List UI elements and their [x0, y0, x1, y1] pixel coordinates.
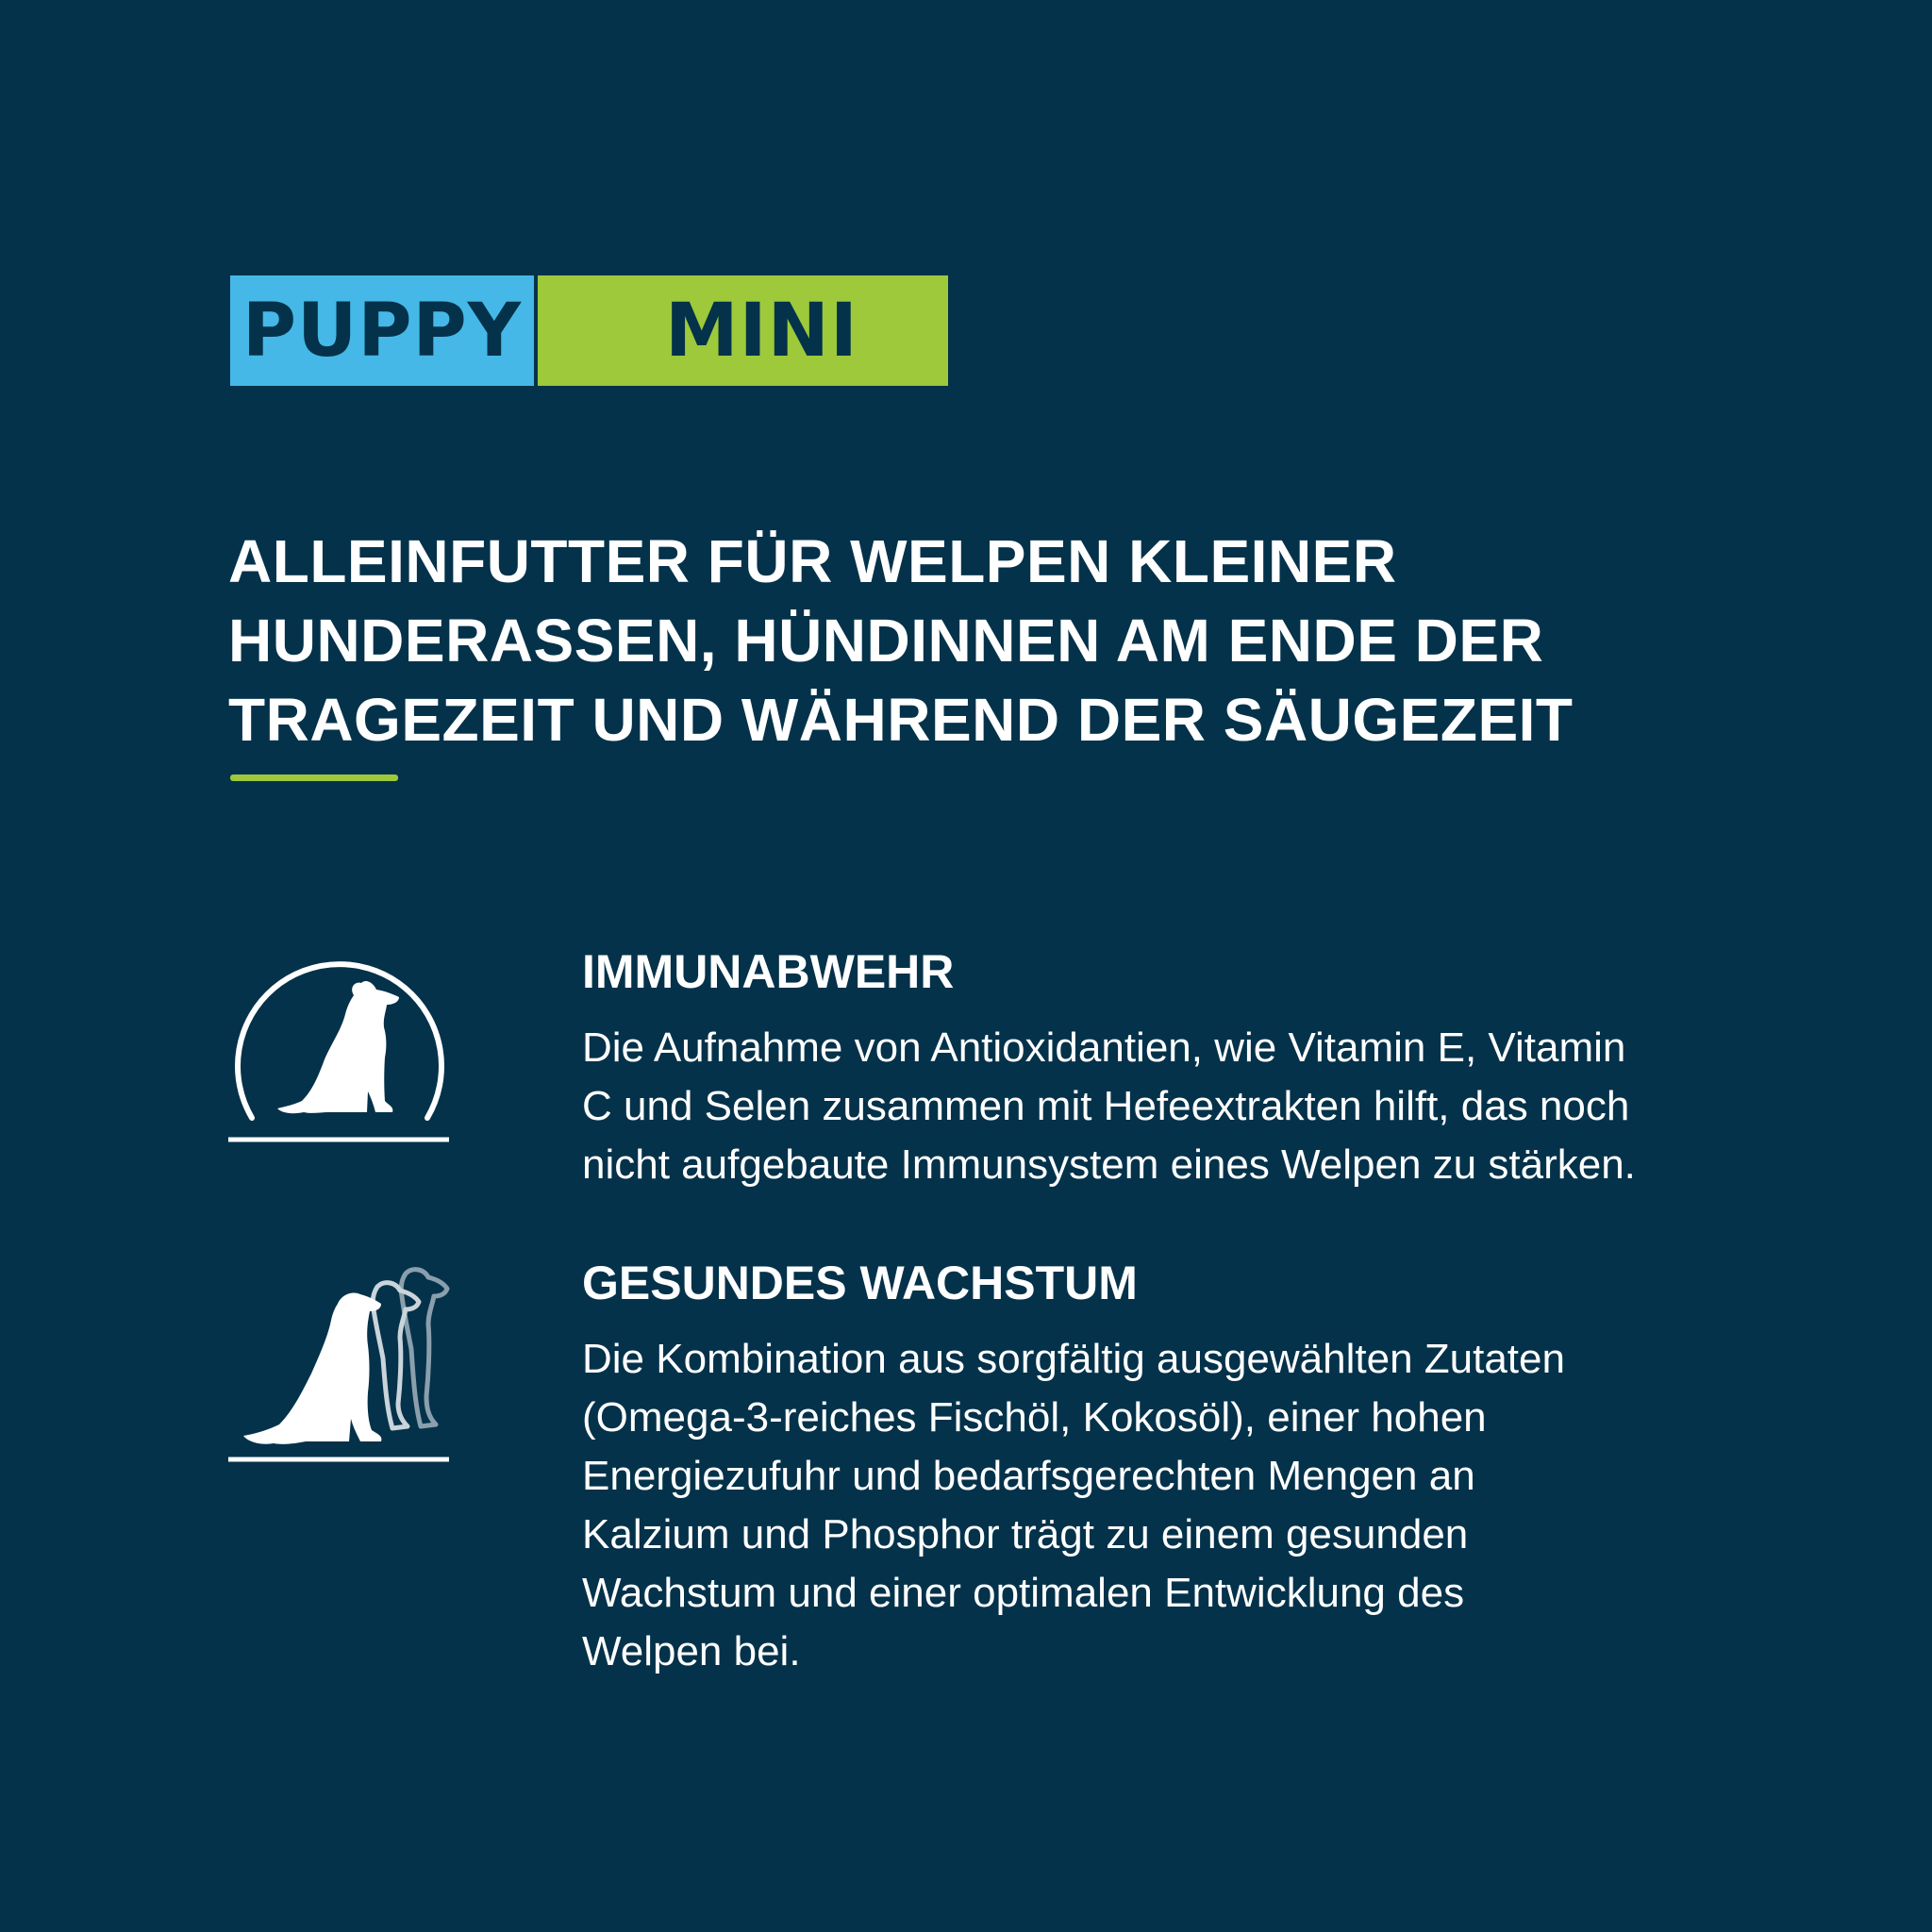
- sitting-dog-dome-icon: [226, 939, 453, 1146]
- growing-dog-icon: [226, 1255, 453, 1467]
- feature-text-line: (Omega-3-reiches Fischöl, Kokosöl), einer hohen: [582, 1394, 1487, 1441]
- feature-title-gesundes-wachstum: GESUNDES WACHSTUM: [582, 1257, 1138, 1309]
- badge-mini: [538, 275, 948, 386]
- product-badge: [230, 275, 948, 386]
- headline-bold-word: ALLEINFUTTER: [228, 527, 691, 595]
- feature-text-line: Kalzium und Phosphor trägt zu einem gesunden: [582, 1511, 1469, 1557]
- badge-puppy: [230, 275, 534, 386]
- badge-puppy-label: PUPPY: [242, 288, 523, 374]
- feature-text-line: C und Selen zusammen mit Hefeextrakten hilft, das noch: [582, 1083, 1630, 1129]
- headline-line-1-rest: FÜR WELPEN KLEINER: [690, 527, 1397, 595]
- feature-title-immunabwehr: IMMUNABWEHR: [582, 945, 955, 998]
- feature-text-line: Die Aufnahme von Antioxidantien, wie Vitamin E, Vitamin: [582, 1024, 1626, 1071]
- feature-text-line: Energiezufuhr und bedarfsgerechten Mengen an: [582, 1453, 1475, 1499]
- headline-line-1: [228, 522, 1832, 601]
- feature-text-immunabwehr: [582, 1019, 1771, 1194]
- feature-text-line: Wachstum und einer optimalen Entwicklung des: [582, 1570, 1465, 1616]
- feature-text-gesundes-wachstum: [582, 1330, 1771, 1681]
- headline-line-3: TRAGEZEIT UND WÄHREND DER SÄUGEZEIT: [228, 686, 1574, 754]
- headline: [228, 522, 1832, 759]
- feature-text-line: Welpen bei.: [582, 1628, 801, 1674]
- accent-divider: [230, 774, 398, 781]
- headline-line-2: HUNDERASSEN, HÜNDINNEN AM ENDE DER: [228, 607, 1544, 675]
- feature-text-line: nicht aufgebaute Immunsystem eines Welpen zu stärken.: [582, 1141, 1636, 1188]
- badge-mini-label: MINI: [665, 288, 858, 374]
- feature-text-line: Die Kombination aus sorgfältig ausgewählten Zutaten: [582, 1336, 1565, 1382]
